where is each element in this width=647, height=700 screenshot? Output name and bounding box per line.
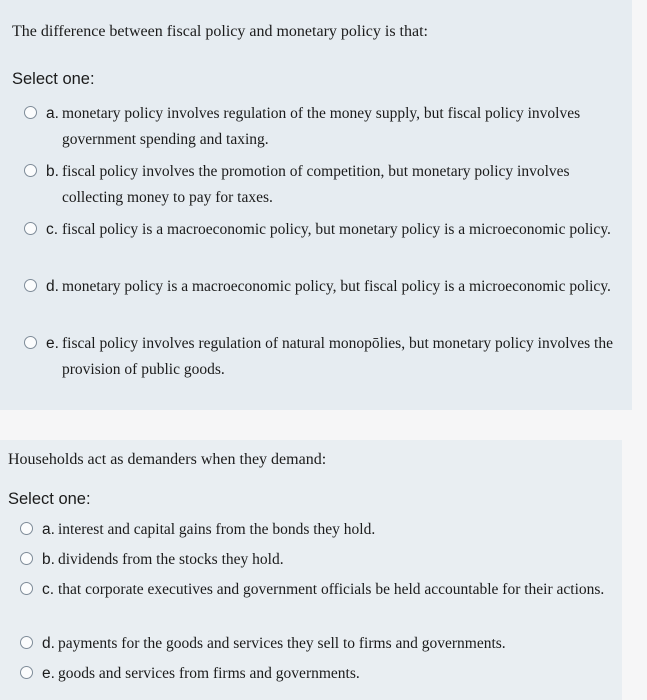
radio-button[interactable]	[20, 552, 33, 565]
option-letter: d.	[46, 278, 59, 295]
option-text: fiscal policy involves the promotion of competition, but monetary policy involves collecting money to pay for taxes.	[62, 163, 570, 206]
option-text: fiscal policy involves regulation of natural monopōlies, but monetary policy involves the provision of public goods.	[62, 335, 613, 378]
option-letter: c.	[46, 221, 59, 238]
option-text: goods and services from firms and governments.	[58, 665, 360, 682]
option-text: interest and capital gains from the bonds they hold.	[58, 521, 376, 538]
radio-button[interactable]	[24, 106, 37, 119]
radio-button[interactable]	[20, 666, 33, 679]
option-text: fiscal policy is a macroeconomic policy, but monetary policy is a microeconomic policy.	[62, 221, 611, 238]
option-letter: a.	[46, 105, 59, 122]
option-text: monetary policy involves regulation of the money supply, but fiscal policy involves government spending and taxing.	[62, 105, 581, 148]
option-letter: d.	[42, 635, 55, 652]
option-text: dividends from the stocks they hold.	[58, 551, 284, 568]
question-1-select-label: Select one:	[12, 70, 95, 88]
option-letter: b.	[46, 163, 59, 180]
question-2-text: Households act as demanders when they demand:	[8, 451, 327, 468]
question-2-select-label: Select one:	[8, 490, 91, 508]
radio-button[interactable]	[24, 222, 37, 235]
radio-button[interactable]	[20, 582, 33, 595]
radio-button[interactable]	[24, 279, 37, 292]
option-letter: e.	[42, 665, 55, 682]
radio-button[interactable]	[20, 522, 33, 535]
option-text: monetary policy is a macroeconomic policy, but fiscal policy is a microeconomic policy.	[62, 278, 611, 295]
question-2-card	[0, 440, 622, 700]
option-text: payments for the goods and services they sell to firms and governments.	[58, 635, 506, 652]
option-letter: a.	[42, 521, 55, 538]
radio-button[interactable]	[24, 164, 37, 177]
option-letter: b.	[42, 551, 55, 568]
radio-button[interactable]	[20, 636, 33, 649]
option-letter: e.	[46, 335, 59, 352]
radio-button[interactable]	[24, 336, 37, 349]
question-1-text: The difference between fiscal policy and monetary policy is that:	[12, 23, 428, 40]
option-letter: c.	[42, 581, 55, 598]
option-text: that corporate executives and government officials be held accountable for their actions.	[58, 581, 605, 598]
